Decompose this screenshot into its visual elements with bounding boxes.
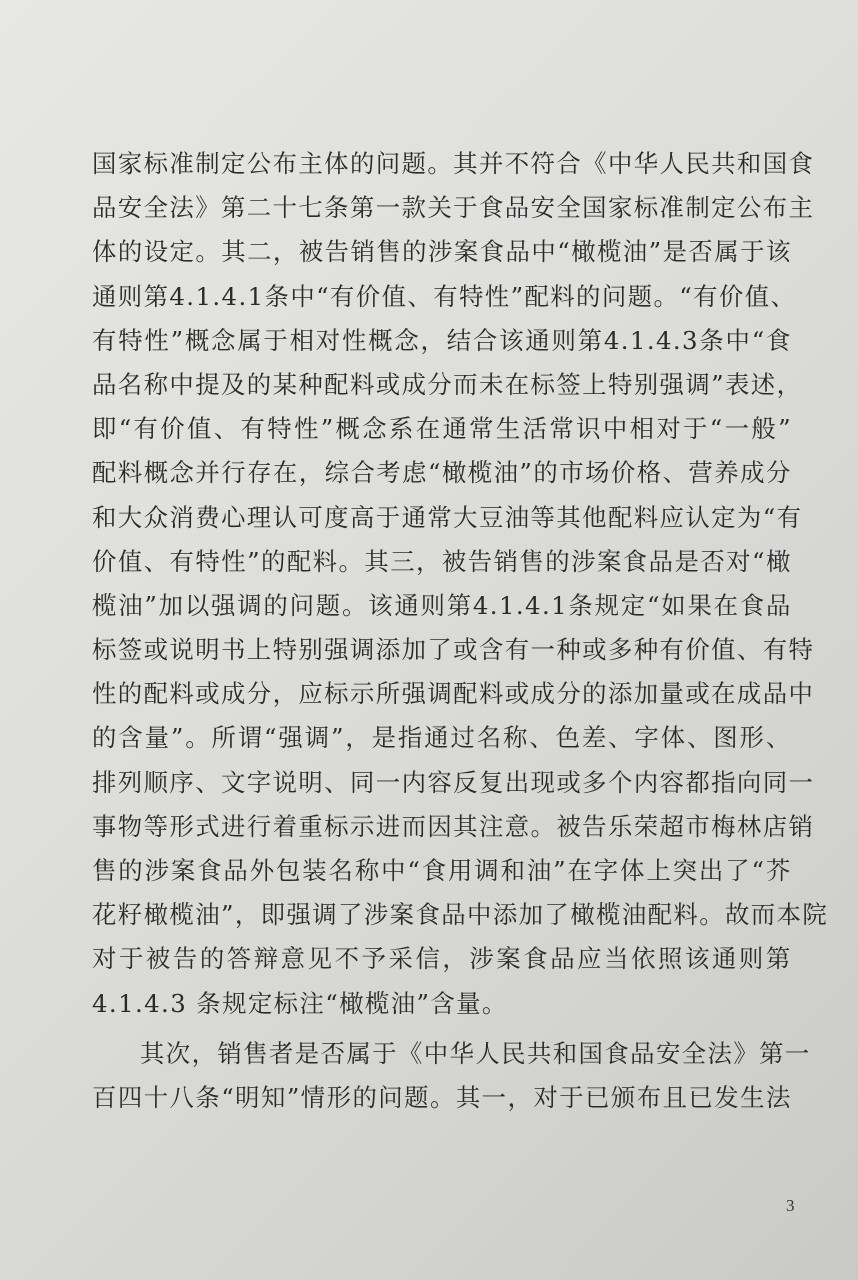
text-line: 售 的 涉 案 食 品 外 包 装 名 称 中 “ 食 用 调 和 油 ” 在 字 体 上 突 出 了 “ 芥 <box>92 856 792 885</box>
text-line: 通 则 第 4.1.4.1 条 中 “ 有 价 值 、 有 特 性 ” 配 料 的 问 题 。 “ 有 价 值 、 <box>92 281 797 311</box>
text-line: 配 料 概 念 并 行 存 在 ， 综 合 考 虑 “ 橄 榄 油 ” 的 市 场 价 格 、 营 养 成 分 <box>92 458 792 488</box>
text-line: 标 签 或 说 明 书 上 特 别 强 调 添 加 了 或 含 有 一 种 或 多 种 有 价 值 、 有 特 <box>92 635 815 665</box>
text-line: 性 的 配 料 或 成 分 ， 应 标 示 所 强 调 配 料 或 成 分 的 添 加 量 或 在 成 品 中 <box>92 679 815 709</box>
text-line: 国 家 标 准 制 定 公 布 主 体 的 问 题 。 其 并 不 符 合 《 中 华 人 民 共 和 国 食 <box>92 149 815 178</box>
text-line: 花 籽 橄 榄 油 ” ， 即 强 调 了 涉 案 食 品 中 添 加 了 橄 榄 油 配 料 。 故 而 本 院 <box>92 900 829 930</box>
body-text <box>92 142 829 1120</box>
text-line: 对 于 被 告 的 答 辩 意 见 不 予 采 信 ， 涉 案 食 品 应 当 依 照 该 通 则 第 <box>92 944 792 974</box>
text-line: 的 含 量 ” 。 所 谓 “ 强 调 ” ， 是 指 通 过 名 称 、 色 差 、 字 体 、 图 形 、 <box>92 723 792 753</box>
text-line: 品 安 全 法 》 第 二 十 七 条 第 一 款 关 于 食 品 安 全 国 家 标 准 制 定 公 布 主 <box>92 193 815 223</box>
text-line: 有 特 性 ” 概 念 属 于 相 对 性 概 念 ， 结 合 该 通 则 第 4.1.4.3 条 中 “ 食 <box>92 325 792 355</box>
text-line: 百 四 十 八 条 “ 明 知 ” 情 形 的 问 题 。 其 一 ， 对 于 已 颁 布 且 已 发 生 法 <box>92 1082 792 1112</box>
text-line: 体 的 设 定 。 其 二 ， 被 告 销 售 的 涉 案 食 品 中 “ 橄 榄 油 ” 是 否 属 于 该 <box>92 237 792 267</box>
paragraph-start-line: 其 次 ， 销 售 者 是 否 属 于 《 中 华 人 民 共 和 国 食 品 安 全 法 》 第 一 <box>140 1038 811 1068</box>
text-line: 排 列 顺 序 、 文 字 说 明 、 同 一 内 容 反 复 出 现 或 多 个 内 容 都 指 向 同 一 <box>92 767 815 797</box>
text-line: 价 值 、 有 特 性 ” 的 配 料 。 其 三 ， 被 告 销 售 的 涉 案 食 品 是 否 对 “ 橄 <box>92 546 792 576</box>
text-line: 事 物 等 形 式 进 行 着 重 标 示 进 而 因 其 注 意 。 被 告 乐 荣 超 市 梅 林 店 销 <box>92 811 815 841</box>
text-line: 品 名 称 中 提 及 的 某 种 配 料 或 成 分 而 未 在 标 签 上 特 别 强 调 ” 表 述 ， <box>92 369 803 399</box>
page-number: 3 <box>786 1196 795 1215</box>
text-line: 4.1.4.3 条规定标注“橄榄油”含量。 <box>92 988 508 1018</box>
text-line: 和 大 众 消 费 心 理 认 可 度 高 于 通 常 大 豆 油 等 其 他 配 料 应 认 定 为 “ 有 <box>92 502 803 532</box>
text-line: 即 “ 有 价 值 、 有 特 性 ” 概 念 系 在 通 常 生 活 常 识 中 相 对 于 “ 一 般 ” <box>92 414 792 444</box>
text-line: 榄 油 ” 加 以 强 调 的 问 题 。 该 通 则 第 4.1.4.1 条 规 定 “ 如 果 在 食 品 <box>92 590 792 620</box>
